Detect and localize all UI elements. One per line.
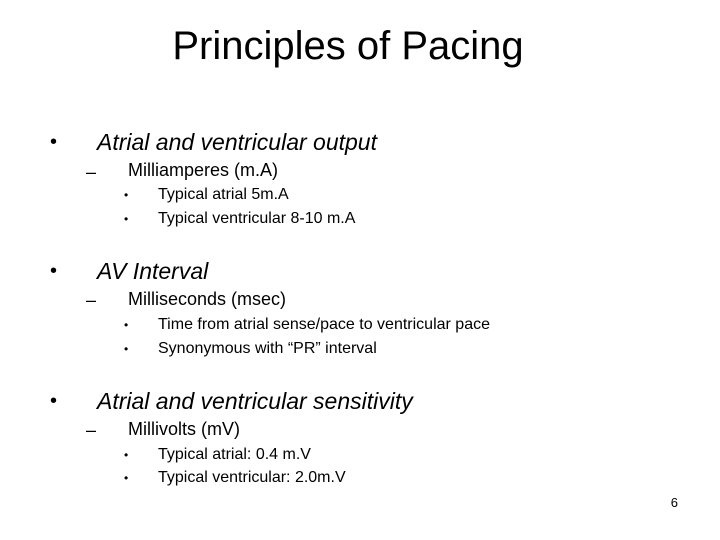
unit-label-sensitivity: Millivolts (mV) (128, 419, 240, 439)
sub-bullet-marker: • (124, 188, 129, 202)
list-item: Typical ventricular 8-10 m.A (158, 210, 356, 227)
bullet-marker: • (50, 260, 58, 282)
dash-marker: – (86, 420, 97, 440)
section-heading-sensitivity: Atrial and ventricular sensitivity (97, 388, 413, 414)
page-number: 6 (670, 495, 678, 510)
list-item: Typical atrial: 0.4 m.V (158, 446, 311, 463)
section-heading-output: Atrial and ventricular output (97, 129, 377, 155)
unit-label-output: Milliamperes (m.A) (128, 160, 279, 180)
dash-marker: – (86, 290, 97, 310)
unit-label-av-interval: Milliseconds (msec) (128, 289, 287, 309)
bullet-marker: • (50, 390, 58, 412)
list-item: Synonymous with “PR” interval (158, 340, 377, 357)
sub-bullet-marker: • (124, 448, 129, 462)
bullet-marker: • (50, 131, 58, 153)
sub-bullet-marker: • (124, 471, 129, 485)
list-item: Typical ventricular: 2.0m.V (158, 469, 346, 486)
list-item: Time from atrial sense/pace to ventricular pace (158, 316, 490, 333)
list-item: Typical atrial 5m.A (158, 186, 289, 203)
sub-bullet-marker: • (124, 212, 129, 226)
slide-title: Principles of Pacing (172, 24, 524, 68)
sub-bullet-marker: • (124, 318, 129, 332)
dash-marker: – (86, 162, 97, 182)
section-heading-av-interval: AV Interval (97, 258, 209, 284)
sub-bullet-marker: • (124, 342, 129, 356)
